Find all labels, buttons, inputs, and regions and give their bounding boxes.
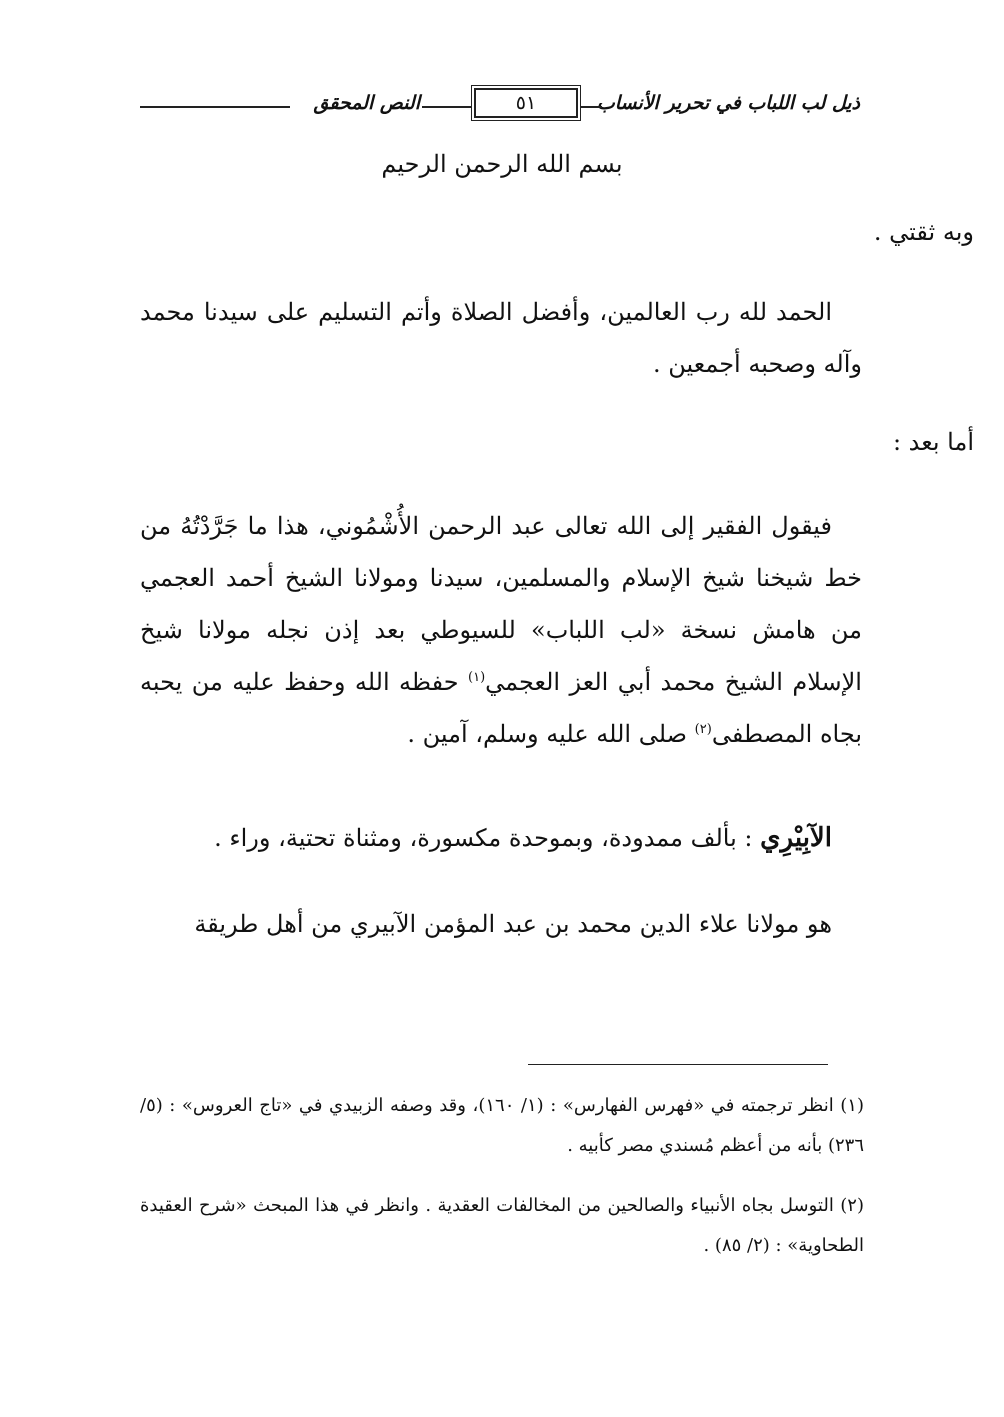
entry-heading: [140, 812, 862, 864]
footnote-marker: (٢): [840, 1195, 864, 1216]
header-rule: [422, 106, 472, 108]
header-rule: [580, 106, 602, 108]
entry-body-text: هو مولانا علاء الدين محمد بن عبد المؤمن الآبيري من أهل طريقة: [194, 910, 832, 938]
entry-definition: : بألف ممدودة، وبموحدة مكسورة، ومثناة تحتية، وراء .: [214, 824, 753, 852]
entry-term: الآبِيْرِي: [760, 823, 832, 853]
footnote-ref-2[interactable]: (٢): [694, 722, 712, 737]
paragraph-hamd: [140, 286, 862, 390]
footnote-marker: (١): [840, 1095, 864, 1116]
intro-text-1: فيقول الفقير إلى الله تعالى عبد الرحمن الأُشْمُوني، هذا ما جَرَّدْتُهُ من خط شيخنا شيخ الإسلام والمسلمين، سيدنا ومولانا الشيخ أحمد العجمي من هامش نسخة «لب اللباب» للسيوطي بعد إذن نجله مولانا شيخ الإسلام الشيخ محمد أبي العز العجمي: [140, 512, 863, 696]
footnote-ref-1[interactable]: (١): [468, 670, 486, 685]
paragraph-hamd-text: الحمد لله رب العالمين، وأفضل الصلاة وأتم التسليم على سيدنا محمد وآله وصحبه أجمعين .: [140, 298, 862, 378]
intro-text-2: حفظه الله وحفظ عليه من يحبه بجاه المصطفى: [140, 668, 862, 748]
amma-bad: أما بعد :: [892, 428, 974, 456]
footnote-separator: [528, 1064, 828, 1065]
footnote-2: [140, 1186, 864, 1266]
footnote-text: انظر ترجمته في «فهرس الفهارس» : (١/ ١٦٠)، وقد وصفه الزبيدي في «تاج العروس» : (٥/ ٢٣٦) بأنه من أعظم مُسندي مصر كأبيه .: [140, 1095, 864, 1156]
footnote-text: التوسل بجاه الأنبياء والصالحين من المخالفات العقدية . وانظر في هذا المبحث «شرح العقيدة الطحاوية» : (٢/ ٨٥) .: [140, 1195, 864, 1256]
page-number: ٥١: [474, 88, 578, 118]
section-title: النص المحقق: [313, 92, 420, 114]
paragraph-intro: [140, 500, 862, 760]
entry-body: [140, 898, 862, 950]
opening-phrase: وبه ثقتي .: [873, 218, 974, 246]
book-title: ذيل لب اللباب في تحرير الأنساب: [596, 92, 860, 114]
running-header: [140, 86, 860, 126]
header-rule: [140, 106, 290, 108]
basmala: بسم الله الرحمن الرحيم: [381, 150, 623, 178]
intro-text-3: صلى الله عليه وسلم، آمين .: [407, 720, 688, 748]
footnote-1: [140, 1086, 864, 1166]
